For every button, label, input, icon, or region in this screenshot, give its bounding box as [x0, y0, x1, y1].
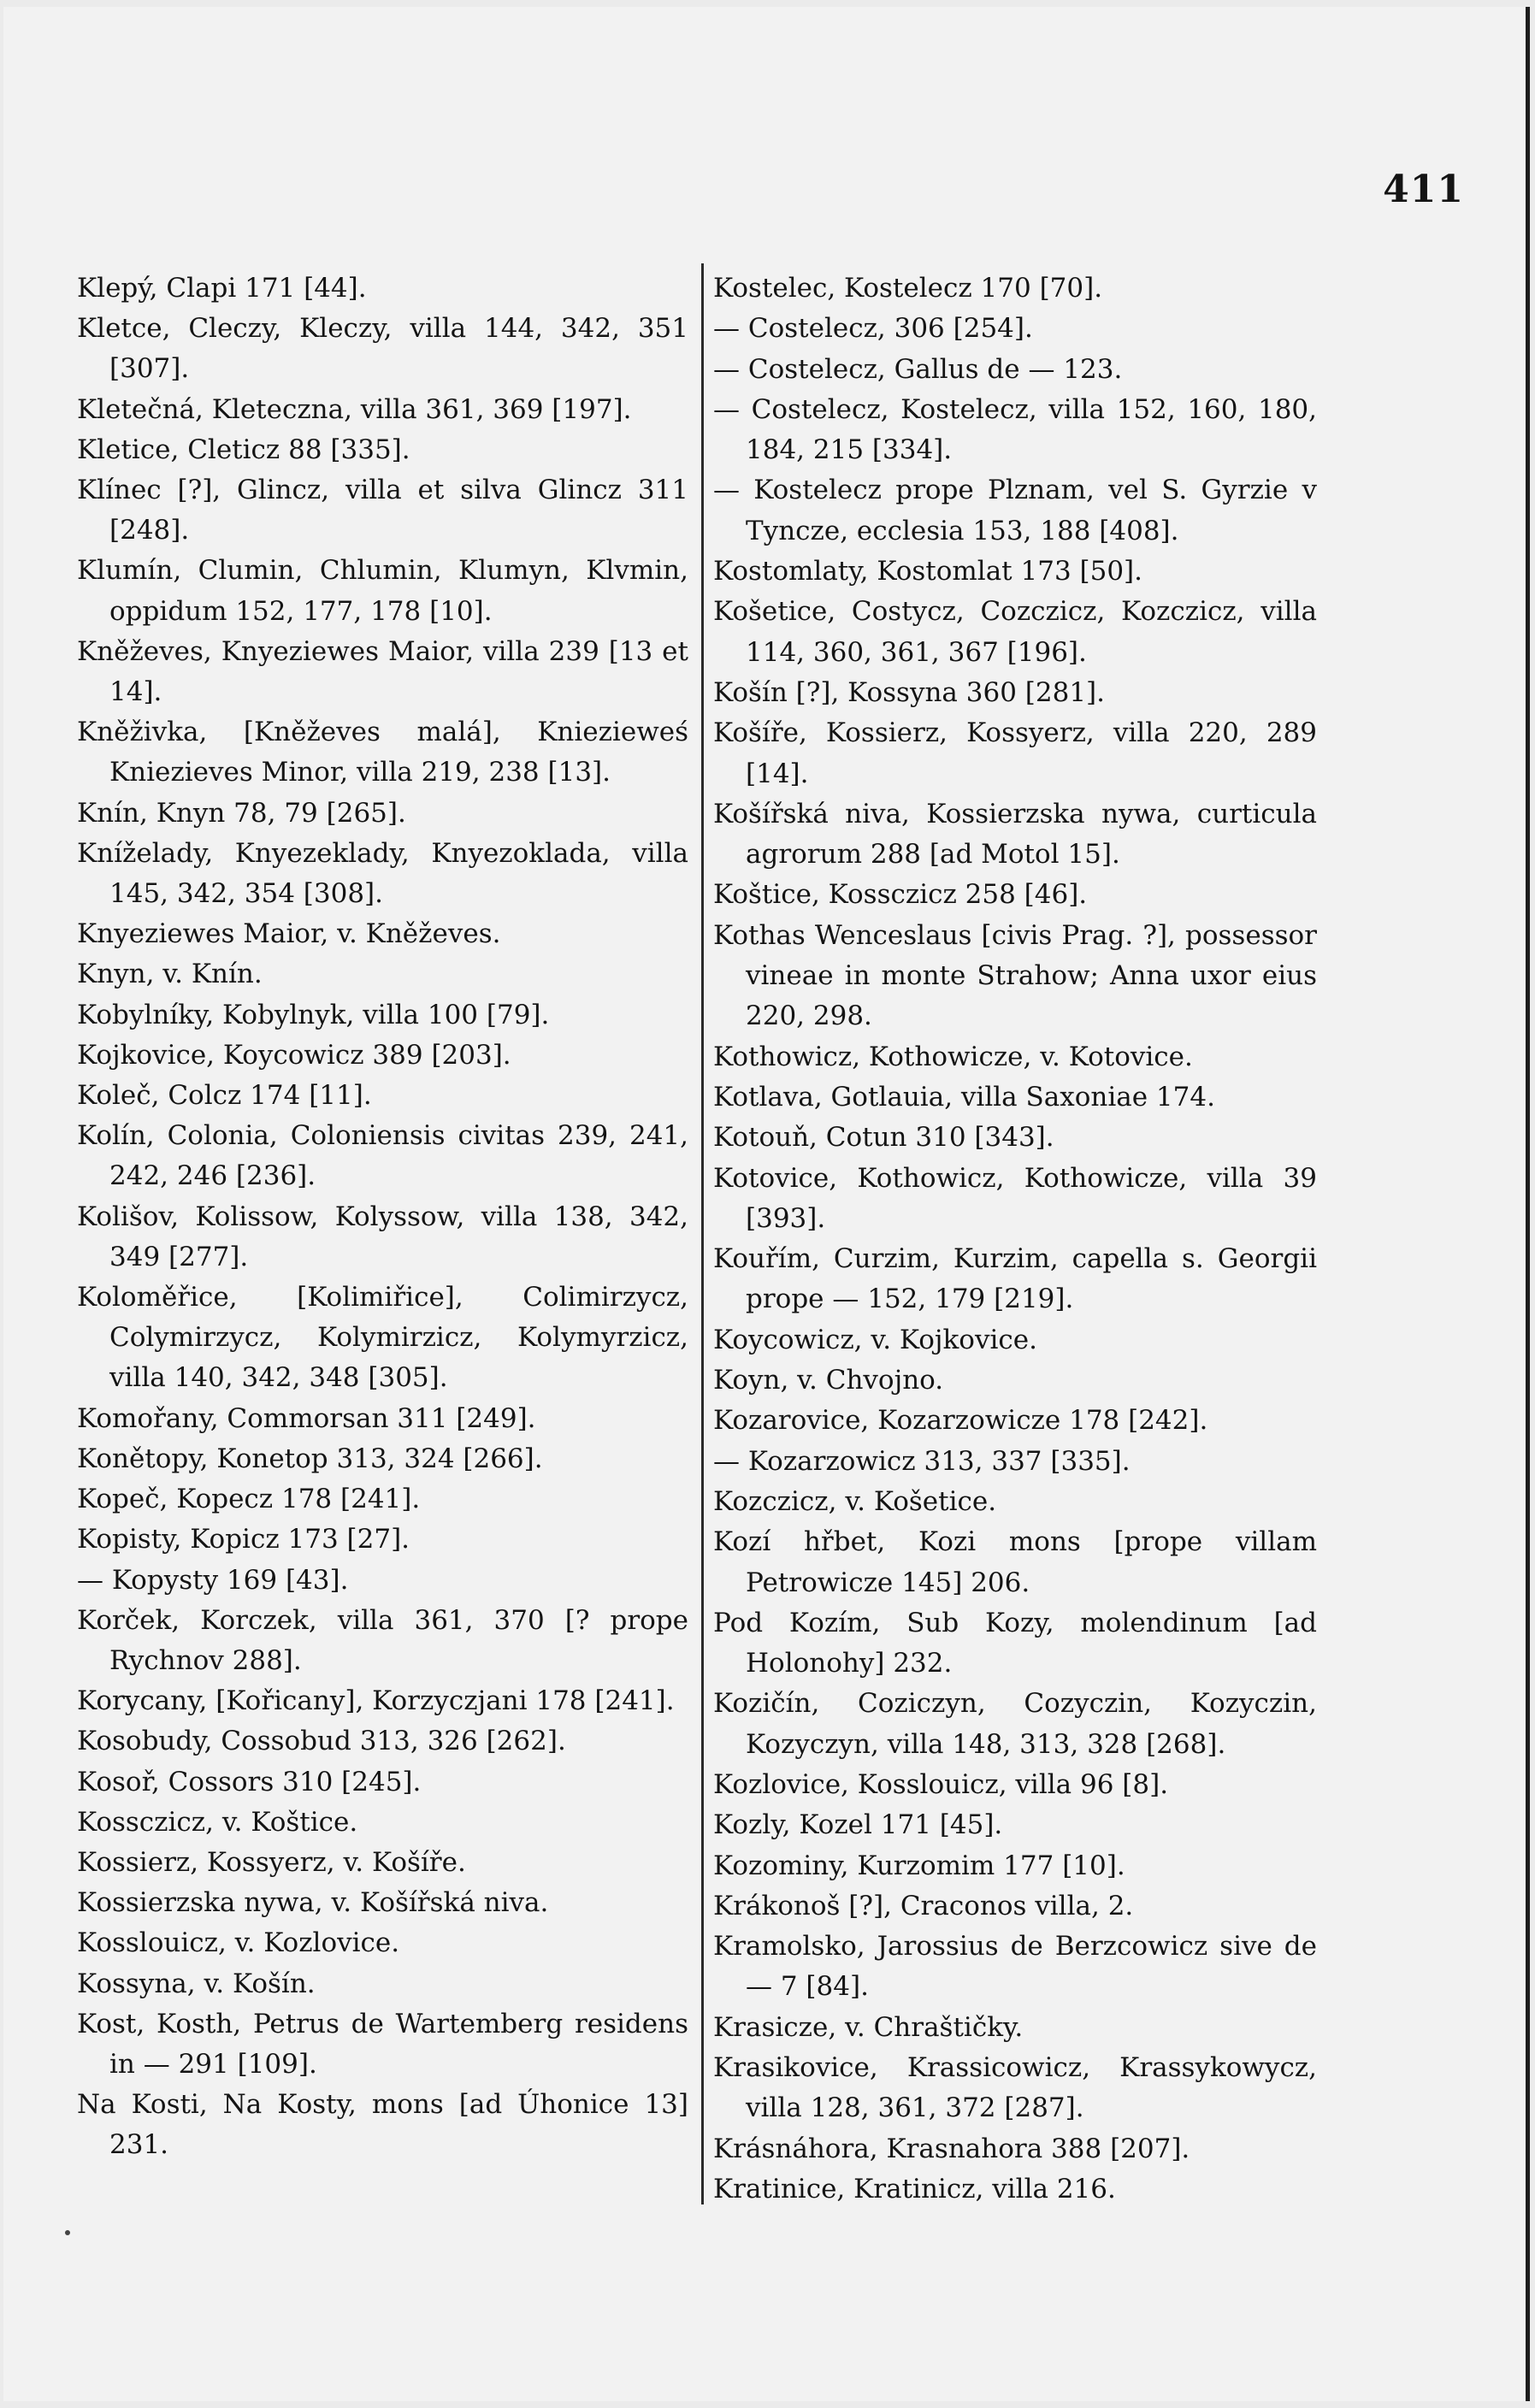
- index-entry: Košířská niva, Kossierzska nywa, curticula agrorum 288 [ad Motol 15].: [713, 798, 1317, 871]
- index-entry: Kostomlaty, Kostomlat 173 [50].: [713, 556, 1143, 587]
- index-entry: Koštice, Kossczicz 258 [46].: [713, 879, 1088, 911]
- index-entry: Kletce, Cleczy, Kleczy, villa 144, 342, 351 [307].: [77, 313, 688, 385]
- index-entry: — Kozarzowicz 313, 337 [335].: [713, 1445, 1131, 1477]
- index-entry: Kossyna, v. Košín.: [77, 1968, 316, 1999]
- index-entry: Krásnáhora, Krasnahora 388 [207].: [713, 2133, 1190, 2164]
- index-entry: Kosoř, Cossors 310 [245].: [77, 1766, 422, 1797]
- index-entry: Kozly, Kozel 171 [45].: [713, 1809, 1003, 1841]
- index-entry: Kníželady, Knyezeklady, Knyezoklada, villa 145, 342, 354 [308].: [77, 837, 688, 910]
- index-entry: Komořany, Commorsan 311 [249].: [77, 1402, 536, 1434]
- index-entry: Kotlava, Gotlauia, villa Saxoniae 174.: [713, 1081, 1215, 1113]
- index-entry: Kletice, Cleticz 88 [335].: [77, 434, 410, 465]
- index-entry: Košíře, Kossierz, Kossyerz, villa 220, 289 [14].: [713, 717, 1317, 789]
- index-entry: Kolín, Colonia, Coloniensis civitas 239, 241, 242, 246 [236].: [77, 1120, 688, 1192]
- index-entry: Kozominy, Kurzomim 177 [10].: [713, 1850, 1125, 1881]
- index-entry: Klumín, Clumin, Chlumin, Klumyn, Klvmin, oppidum 152, 177, 178 [10].: [77, 555, 688, 627]
- index-entry: Kouřím, Curzim, Kurzim, capella s. Georgii prope — 152, 179 [219].: [713, 1243, 1317, 1315]
- index-entry: Koloměřice, [Kolimiřice], Colimirzycz, Colymirzycz, Kolymirzicz, Kolymyrzicz, villa 140, 342, 348 [305].: [77, 1282, 688, 1394]
- index-entry: Kosobudy, Cossobud 313, 326 [262].: [77, 1726, 566, 1757]
- document-page: [3, 7, 1530, 2401]
- index-entry: Kolišov, Kolissow, Kolyssow, villa 138, 342, 349 [277].: [77, 1201, 688, 1272]
- index-entry: Konětopy, Konetop 313, 324 [266].: [77, 1443, 543, 1474]
- index-entry: Kost, Kosth, Petrus de Wartemberg residens in — 291 [109].: [77, 2008, 688, 2080]
- page-number: 411: [1383, 168, 1464, 211]
- index-entry: Knyeziewes Maior, v. Kněževes.: [77, 918, 501, 950]
- index-entry: Pod Kozím, Sub Kozy, molendinum [ad Holonohy] 232.: [713, 1607, 1317, 1679]
- index-entry: Koleč, Colcz 174 [11].: [77, 1080, 372, 1112]
- index-entry: — Costelecz, Kostelecz, villa 152, 160, 180, 184, 215 [334].: [713, 393, 1317, 466]
- index-entry: Klínec [?], Glincz, villa et silva Glincz 311 [248].: [77, 475, 688, 546]
- index-entry: Kozí hřbet, Kozi mons [prope villam Petrowicze 145] 206.: [713, 1526, 1317, 1598]
- index-entry: Korček, Korczek, villa 361, 370 [? prope Rychnov 288].: [77, 1604, 688, 1676]
- index-entry: Kossierz, Kossyerz, v. Košíře.: [77, 1846, 466, 1878]
- index-entry: Kramolsko, Jarossius de Berzcowicz sive de — 7 [84].: [713, 1931, 1317, 2003]
- index-entry: — Costelecz, 306 [254].: [713, 313, 1033, 345]
- index-entry: Klepý, Clapi 171 [44].: [77, 273, 367, 304]
- index-entry: Knyn, v. Knín.: [77, 959, 263, 990]
- index-entry: Kotovice, Kothowicz, Kothowicze, villa 39 [393].: [713, 1162, 1317, 1234]
- index-entry: — Costelecz, Gallus de — 123.: [713, 353, 1123, 385]
- index-entry: Kosslouicz, v. Kozlovice.: [77, 1927, 400, 1959]
- index-entry: Kossczicz, v. Koštice.: [77, 1806, 358, 1838]
- index-entry: Kossierzska nywa, v. Košířská niva.: [77, 1887, 549, 1919]
- index-entry: Kozarovice, Kozarzowicze 178 [242].: [713, 1405, 1208, 1437]
- index-entry: Kněživka, [Kněževes malá], Kniezieweś Kniezieves Minor, villa 219, 238 [13].: [77, 717, 688, 788]
- index-entry: Kothowicz, Kothowicze, v. Kotovice.: [713, 1041, 1193, 1072]
- index-entry: Kněževes, Knyeziewes Maior, villa 239 [13 et 14].: [77, 635, 688, 708]
- left-column: [77, 269, 688, 2166]
- index-entry: Košetice, Costycz, Cozczicz, Kozczicz, villa 114, 360, 361, 367 [196].: [713, 596, 1317, 668]
- index-entry: Košín [?], Kossyna 360 [281].: [713, 676, 1106, 708]
- index-entry: Krasikovice, Krassicowicz, Krassykowycz, villa 128, 361, 372 [287].: [713, 2052, 1317, 2124]
- index-entry: Koycowicz, v. Kojkovice.: [713, 1324, 1037, 1355]
- index-entry: Korycany, [Kořicany], Korzyczjani 178 [241].: [77, 1685, 675, 1717]
- index-entry: Koyn, v. Chvojno.: [713, 1365, 944, 1396]
- index-entry: Kozičín, Coziczyn, Cozyczin, Kozyczin, Kozyczyn, villa 148, 313, 328 [268].: [713, 1688, 1317, 1760]
- index-entry: Kozczicz, v. Košetice.: [713, 1485, 997, 1517]
- index-entry: — Kopysty 169 [43].: [77, 1564, 349, 1596]
- index-entry: Kothas Wenceslaus [civis Prag. ?], possessor vineae in monte Strahow; Anna uxor eius 220, 298.: [713, 919, 1317, 1032]
- ink-dot: [65, 2230, 70, 2235]
- index-entry: Krasicze, v. Chraštičky.: [713, 2011, 1024, 2043]
- index-entry: Kletečná, Kleteczna, villa 361, 369 [197].: [77, 393, 632, 425]
- index-entry: Kojkovice, Koycowicz 389 [203].: [77, 1039, 511, 1071]
- index-entry: Kostelec, Kostelecz 170 [70].: [713, 273, 1103, 304]
- index-entry: Krákonoš [?], Craconos villa, 2.: [713, 1890, 1134, 1921]
- index-entry: Kopisty, Kopicz 173 [27].: [77, 1524, 410, 1555]
- index-entry: Kobylníky, Kobylnyk, villa 100 [79].: [77, 999, 550, 1030]
- index-entry: Kotouň, Cotun 310 [343].: [713, 1122, 1054, 1154]
- index-entry: Knín, Knyn 78, 79 [265].: [77, 797, 406, 829]
- index-entry: — Kostelecz prope Plznam, vel S. Gyrzie v Tyncze, ecclesia 153, 188 [408].: [713, 475, 1317, 546]
- index-entry: Kozlovice, Kosslouicz, villa 96 [8].: [713, 1768, 1169, 1800]
- right-column: [713, 269, 1317, 2210]
- index-entry: Na Kosti, Na Kosty, mons [ad Úhonice 13] 231.: [77, 2089, 688, 2161]
- index-entry: Kopeč, Kopecz 178 [241].: [77, 1484, 421, 1515]
- index-entry: Kratinice, Kratinicz, villa 216.: [713, 2173, 1116, 2204]
- column-divider: [701, 263, 704, 2204]
